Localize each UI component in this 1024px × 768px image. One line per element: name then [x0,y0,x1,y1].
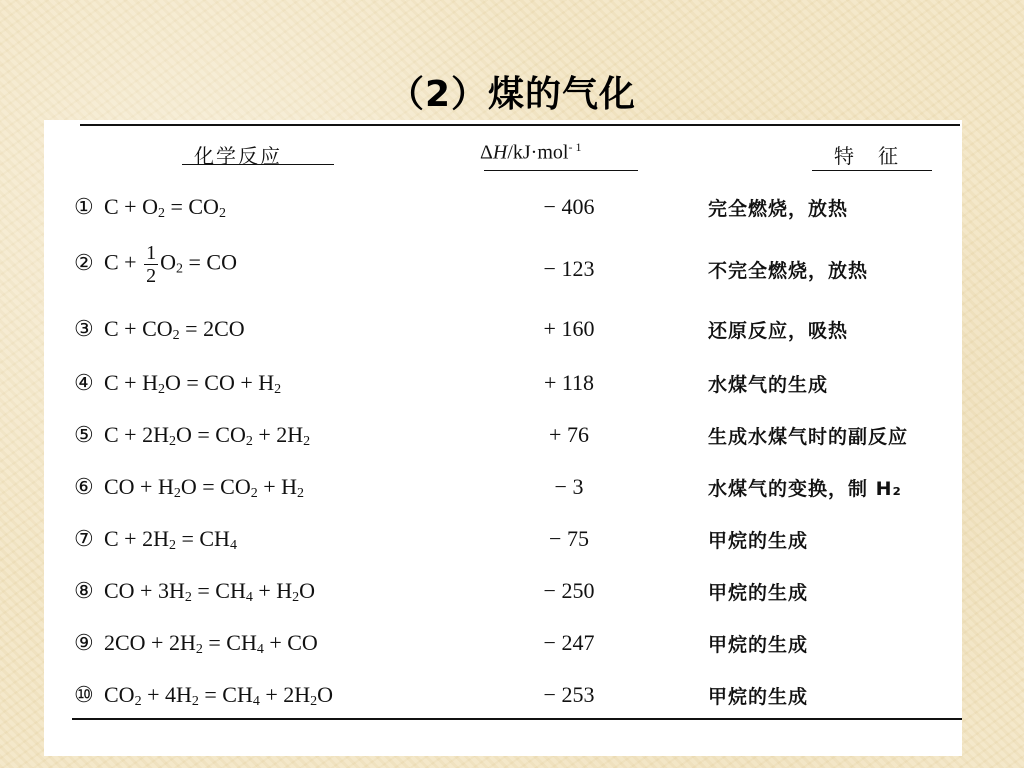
feature-text: 还原反应，吸热 [708,320,849,342]
enthalpy-value: − 123 [543,256,595,281]
feature-text: 甲烷的生成 [708,634,809,656]
table-row [44,242,962,296]
enthalpy-value: − 250 [543,578,595,603]
feature-text: 甲烷的生成 [708,582,809,604]
reaction-equation: ③ $C + CO_2 = 2CO$ [74,316,245,343]
reaction-equation: ⑤ $C + 2H_2O = CO_2 + 2H_2$ [74,422,311,449]
table-row [44,680,962,730]
row-number: ⑩ [74,682,94,707]
table-row [44,314,962,364]
row-number: ⑧ [74,578,94,603]
table-row [44,368,962,418]
reaction-equation: ⑩ $CO_2 + 4H_2 = CH_4 + 2H_2O$ [74,682,334,709]
table-row [44,472,962,522]
enthalpy-value: + 118 [543,370,595,395]
table-row [44,192,962,242]
reaction-equation: ⑧ CO + $3H_2 = CH_4 + H_2O$ [74,578,316,605]
reaction-equation: ⑦ $C + 2H_2 = CH_4$ [74,526,237,553]
feature-text: 甲烷的生成 [708,686,809,708]
row-number: ⑨ [74,630,94,655]
reaction-equation: ① $C + O_2 = CO_2$ [74,194,226,221]
row-number: ④ [74,370,94,395]
enthalpy-value: + 160 [543,316,595,341]
feature-text: 水煤气的生成 [708,374,829,396]
header-feature: 特 征 [834,144,900,168]
reaction-equation: ⑥ CO + $H_2O = CO_2 + H_2$ [74,474,305,501]
header-feature-underline [812,170,932,171]
header-enthalpy-underline [484,170,638,171]
enthalpy-value: − 406 [543,194,595,219]
feature-text: 水煤气的变换，制 H₂ [708,478,902,500]
header-enthalpy-delta: Δ [480,141,493,164]
feature-text: 甲烷的生成 [708,530,809,552]
header-enthalpy-variable: H [492,141,508,164]
header-reaction-underline [182,164,334,165]
row-number: ③ [74,316,94,341]
header-enthalpy-exponent: - 1 [568,140,582,154]
slide-title: （2）煤的气化 [387,74,637,115]
feature-text: 完全燃烧，放热 [708,198,849,220]
row-number: ⑥ [74,474,94,499]
row-number: ② [74,249,94,275]
enthalpy-value: − 247 [543,630,595,655]
row-number: ⑦ [74,526,94,551]
enthalpy-value: − 253 [543,682,595,707]
table-row [44,628,962,678]
reaction-equation: ② C + $\frac{1}{2}$ $O_2$ = CO [74,242,237,287]
feature-text: 生成水煤气时的副反应 [708,426,909,448]
reaction-table [44,120,962,756]
header-enthalpy [480,140,581,165]
table-row [44,524,962,574]
table-row [44,420,962,470]
enthalpy-value: − 75 [549,526,589,551]
row-number: ① [74,194,94,219]
reaction-equation: ⑨ $2CO + 2H_2 = CH_4$ + CO [74,630,318,657]
header-reaction: 化学反应 [194,144,282,168]
table-row [44,576,962,626]
row-number: ⑤ [74,422,94,447]
fraction-one-half: $\frac{1}{2}$ [146,242,157,287]
table-top-rule [80,124,960,126]
header-enthalpy-unit: /kJ·mol [507,141,569,164]
reaction-equation: ④ $C + H_2O$ = CO + $H_2$ [74,370,282,397]
enthalpy-value: − 3 [554,474,584,499]
table-bottom-rule [72,718,962,720]
enthalpy-value: + 76 [549,422,589,447]
feature-text: 不完全燃烧，放热 [708,260,869,282]
